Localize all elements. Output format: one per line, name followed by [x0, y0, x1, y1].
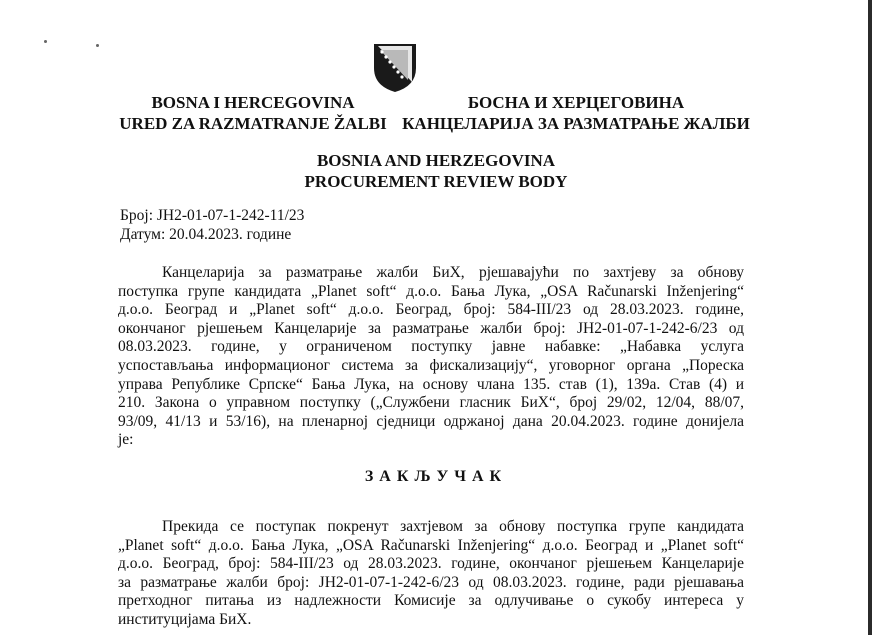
header-center — [0, 150, 872, 192]
header-right — [396, 92, 756, 134]
document-title: ЗАКЉУЧАК — [364, 468, 508, 485]
intro-paragraph — [118, 264, 744, 450]
paragraph-line: 08.03.2023. године, у ограниченом поступку јавне набавке: „Набавка услуга — [118, 338, 744, 356]
paragraph-line: окончаног рјешењем Канцеларије за разматрање жалби број: ЈН2-01-07-1-242-6/23 од — [118, 319, 744, 337]
header-left-line1: BOSNA I HERCEGOVINA — [151, 93, 355, 112]
paragraph-line: д.о.о. Београд, број: 584-III/23 од 28.03.2023. године, окончаног рјешењем Канцеларије — [118, 555, 744, 573]
paragraph-line: Канцеларија за разматрање жалби БиХ, рјешавајући по захтјеву за обнову — [162, 264, 744, 281]
paragraph-line: Прекида се поступак покренут захтјевом за обнову поступка групе кандидата — [162, 518, 744, 535]
scan-speck — [44, 40, 47, 43]
paragraph-line: „Planet soft“ д.о.о. Бања Лука, „OSA Računarski Inženjering“ д.о.о. Београд и „Planet soft“ — [118, 536, 744, 554]
document-date: Датум: 20.04.2023. године — [120, 226, 292, 243]
document-number: Број: ЈН2-01-07-1-242-11/23 — [120, 207, 305, 224]
paragraph-line: претходног питања из надлежности Комисије за одлучивање о сукобу интереса у — [118, 592, 744, 610]
document-meta — [120, 206, 304, 244]
paragraph-line: је: — [118, 431, 134, 449]
paragraph-line: управа Републике Српске“ Бања Лука, на основу члана 135. став (1), 139а. Став (4) и — [118, 375, 744, 393]
header-right-line2: КАНЦЕЛАРИЈА ЗА РАЗМАТРАЊЕ ЖАЛБИ — [402, 114, 750, 133]
paragraph-line: д.о.о. Београд и „Planet soft“ д.о.о. Београд, број: 584-III/23 од 28.03.2023. године, — [118, 301, 744, 319]
paragraph-line: успостављања информационог система за фискализацију“, уговорног органа „Пореска — [118, 356, 744, 374]
header-left — [118, 92, 388, 134]
paragraph-line: институцијама БиХ. — [118, 610, 252, 628]
header-center-line1: BOSNIA AND HERZEGOVINA — [316, 151, 556, 170]
header-center-line2: PROCUREMENT REVIEW BODY — [304, 172, 568, 191]
decision-paragraph — [118, 518, 744, 630]
header-right-line1: БОСНА И ХЕРЦЕГОВИНА — [467, 93, 685, 112]
scan-edge — [868, 0, 872, 635]
coat-of-arms-icon — [372, 42, 418, 94]
paragraph-line: 210. Закона о управном поступку („Службени гласник БиХ“, број 29/02, 12/04, 88/07, — [118, 394, 744, 412]
paragraph-line: за разматрање жалби број: ЈН2-01-07-1-242-6/23 од 08.03.2023. године, ради рјешавања — [118, 573, 744, 591]
header-left-line2: URED ZA RAZMATRANJE ŽALBI — [119, 114, 387, 133]
paragraph-line: 93/09, 41/13 и 53/16), на пленарној сједници одржаној дана 20.04.2023. године донијела — [118, 412, 744, 430]
scan-speck — [96, 44, 99, 47]
paragraph-line: поступка групе кандидата „Planet soft“ д.о.о. Бања Лука, „OSA Računarski Inženjering“ — [118, 282, 744, 300]
